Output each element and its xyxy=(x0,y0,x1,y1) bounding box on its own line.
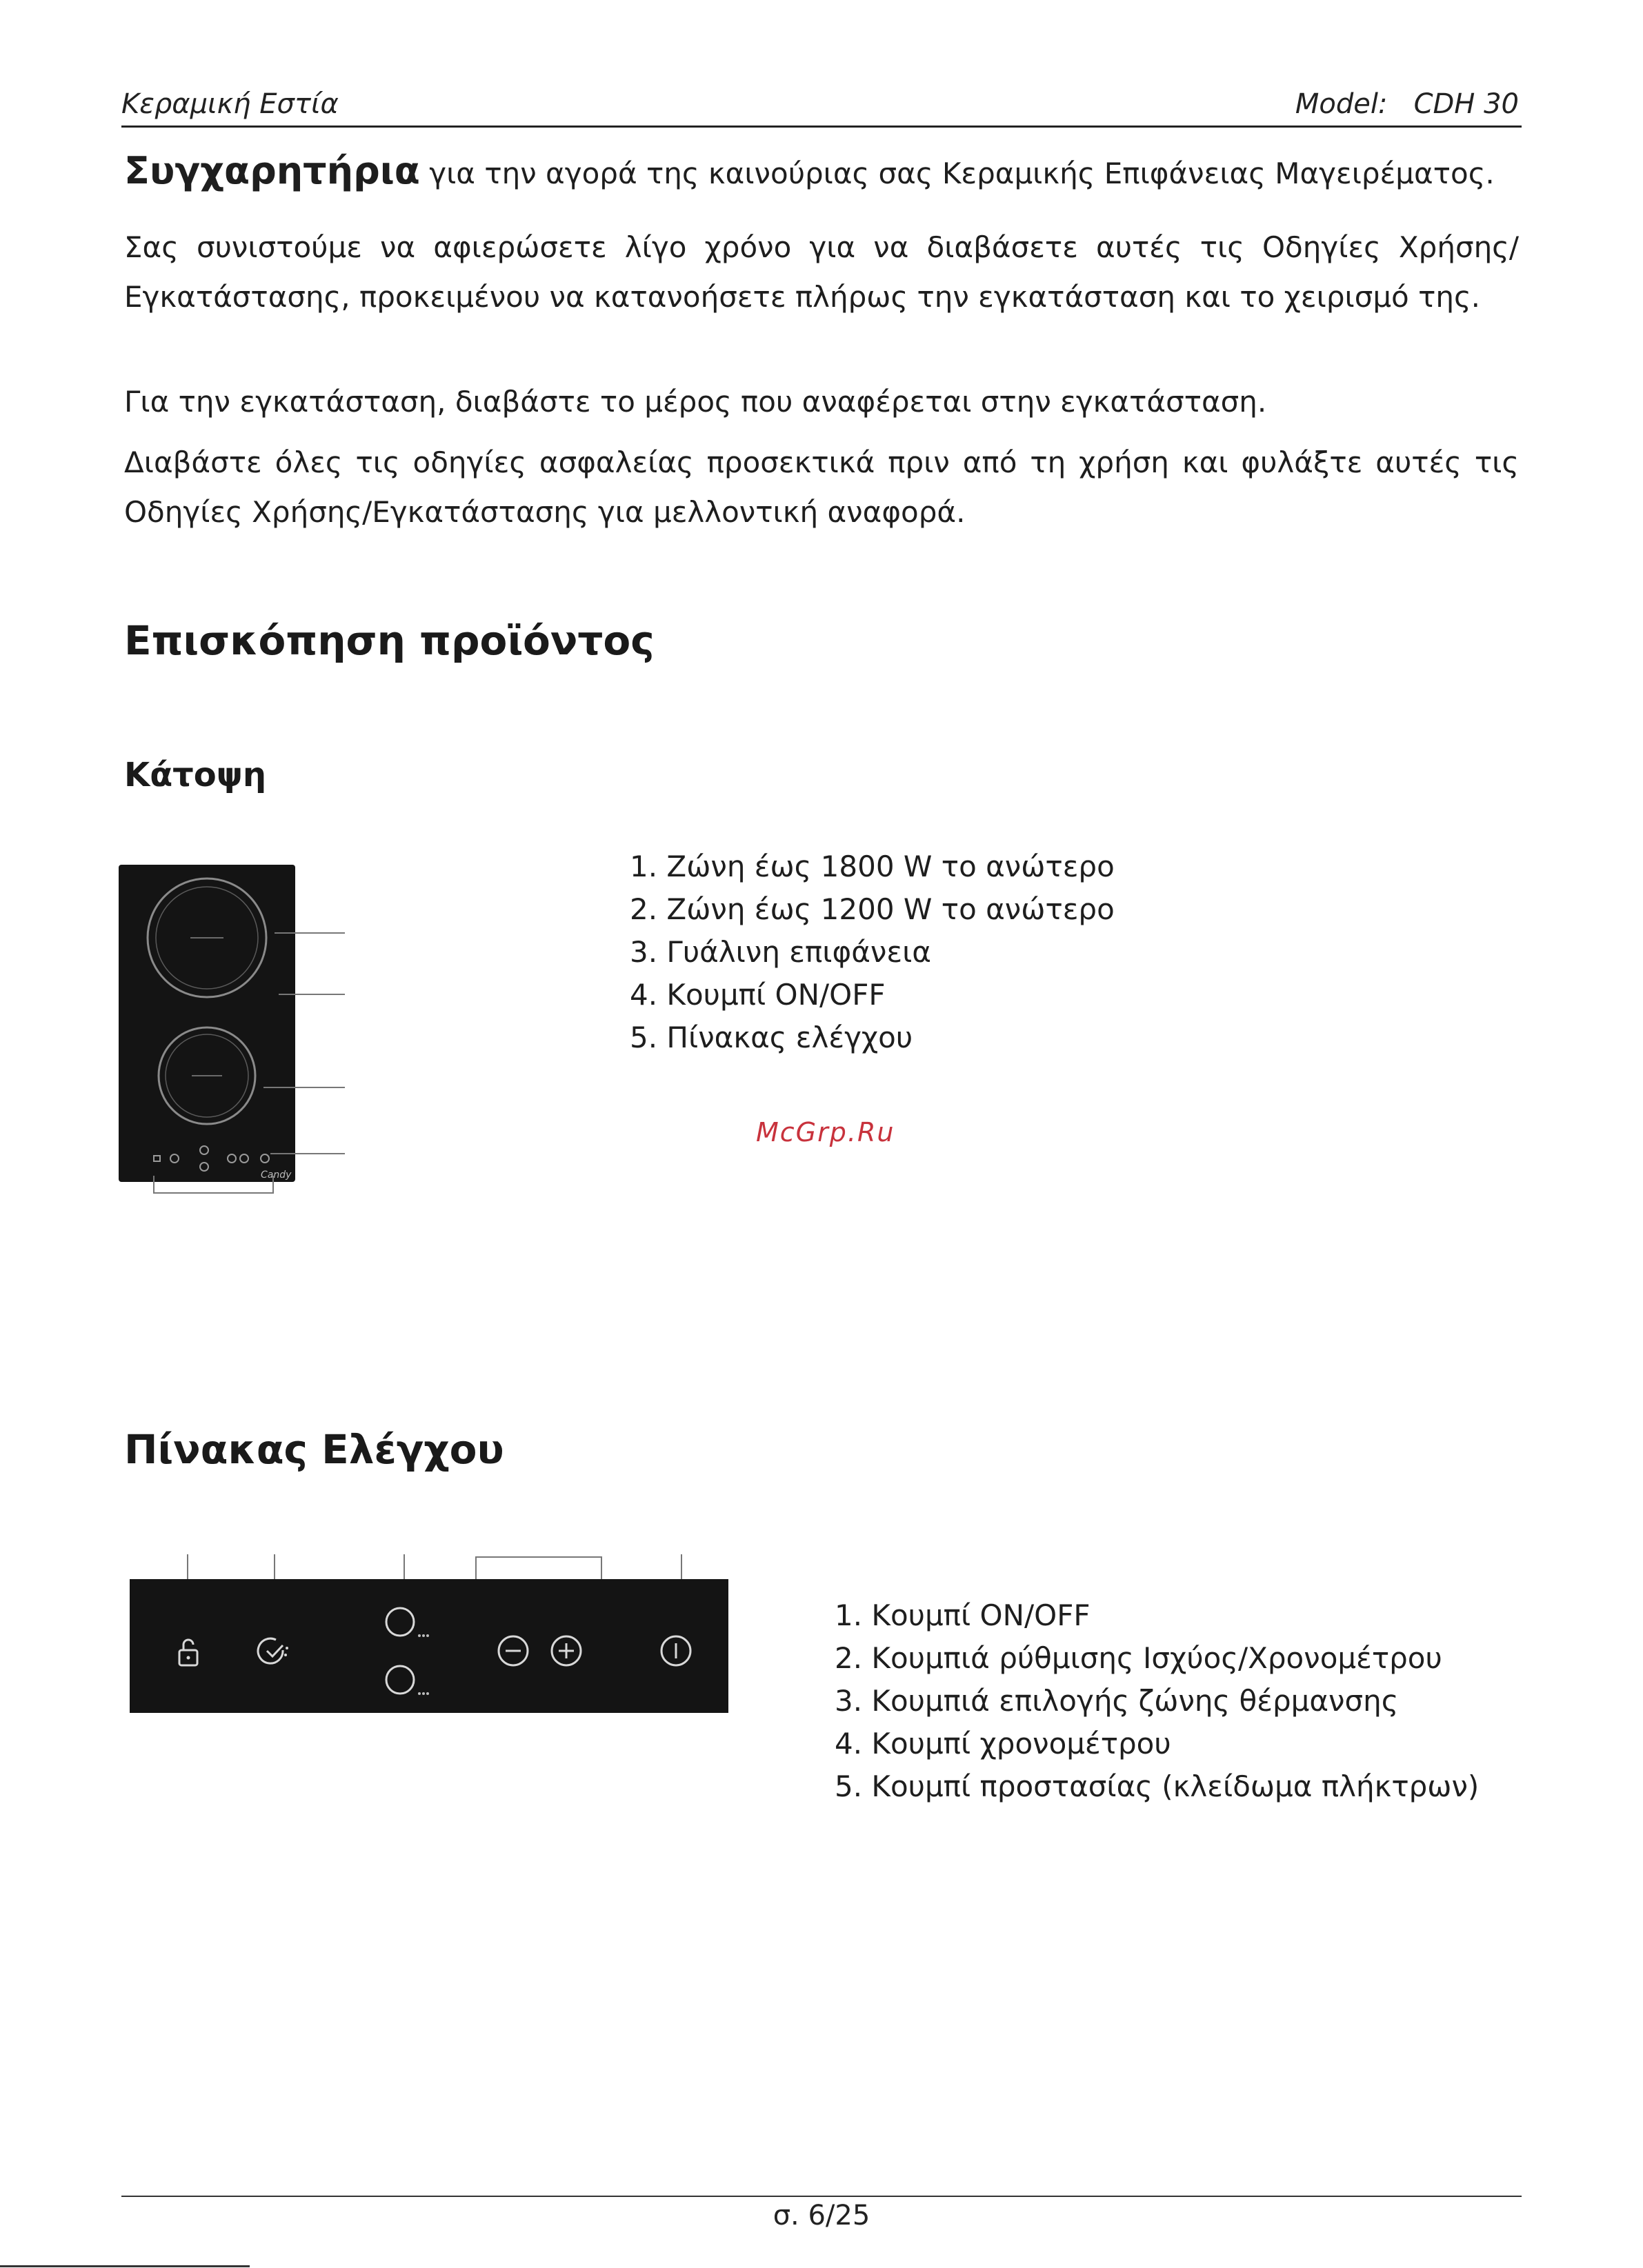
list-item: 4. Κουμπί χρονομέτρου xyxy=(835,1727,1171,1760)
control-panel-diagram xyxy=(127,1552,734,1717)
intro-paragraph-2: Για την εγκατάσταση, διαβάστε το μέρος που αναφέρεται στην εγκατάσταση. xyxy=(124,385,1267,419)
header-model-value: CDH 30 xyxy=(1413,88,1519,120)
list-item: 3. Κουμπιά επιλογής ζώνης θέρμανσης xyxy=(835,1684,1399,1718)
list-item: 5. Πίνακας ελέγχου xyxy=(630,1021,913,1054)
list-item: 2. Κουμπιά ρύθμισης Ισχύος/Χρονομέτρου xyxy=(835,1641,1442,1675)
congrats-word: Συγχαρητήρια xyxy=(124,149,420,192)
hob-topview-diagram xyxy=(116,862,350,1207)
list-item: 1. Κουμπί ON/OFF xyxy=(835,1598,1091,1632)
control-panel-legend xyxy=(835,1594,1479,1808)
header-title: Κεραμική Εστία xyxy=(121,88,339,120)
intro-paragraph-1: Σας συνιστούμε να αφιερώσετε λίγο χρόνο για να διαβάσετε αυτές τις Οδηγίες Χρήσης/Εγκατάστασης, προκειμένου να κατανοήσετε πλήρως την εγκατάσταση και το χειρισμό της. xyxy=(124,230,1519,314)
control-panel xyxy=(130,1579,728,1713)
intro-paragraph-3: Διαβάστε όλες τις οδηγίες ασφαλείας προσεκτικά πριν από τη χρήση και φυλάξτε αυτές τις Οδηγίες Χρήσης/Εγκατάστασης για μελλοντική αναφορά. xyxy=(124,445,1519,529)
brand-mark: Candy xyxy=(261,1170,292,1181)
page-number: σ. 6/25 xyxy=(773,2200,870,2231)
list-item: 3. Γυάλινη επιφάνεια xyxy=(630,935,931,969)
overview-legend xyxy=(630,845,1115,1059)
header-model-label: Model: xyxy=(1295,88,1388,120)
glass-surface xyxy=(119,865,295,1182)
header-rule xyxy=(121,126,1522,128)
watermark: McGrp.Ru xyxy=(756,1117,895,1147)
bottom-stub-rule xyxy=(0,2265,250,2267)
control-panel-heading: Πίνακας Ελέγχου xyxy=(124,1426,504,1473)
overview-heading: Επισκόπηση προϊόντος xyxy=(124,617,655,664)
footer-rule xyxy=(121,2196,1522,2197)
list-item: 2. Ζώνη έως 1200 W το ανώτερο xyxy=(630,892,1115,926)
congrats-rest: για την αγορά της καινούριας σας Κεραμικής Επιφάνειας Μαγειρέματος. xyxy=(419,157,1495,190)
header-model xyxy=(1295,88,1519,120)
congrats-paragraph xyxy=(124,146,1519,199)
list-item: 5. Κουμπί προστασίας (κλείδωμα πλήκτρων) xyxy=(835,1769,1480,1803)
list-item: 1. Ζώνη έως 1800 W το ανώτερο xyxy=(630,850,1115,883)
list-item: 4. Κουμπί ON/OFF xyxy=(630,978,886,1012)
topview-heading: Κάτοψη xyxy=(124,756,267,794)
